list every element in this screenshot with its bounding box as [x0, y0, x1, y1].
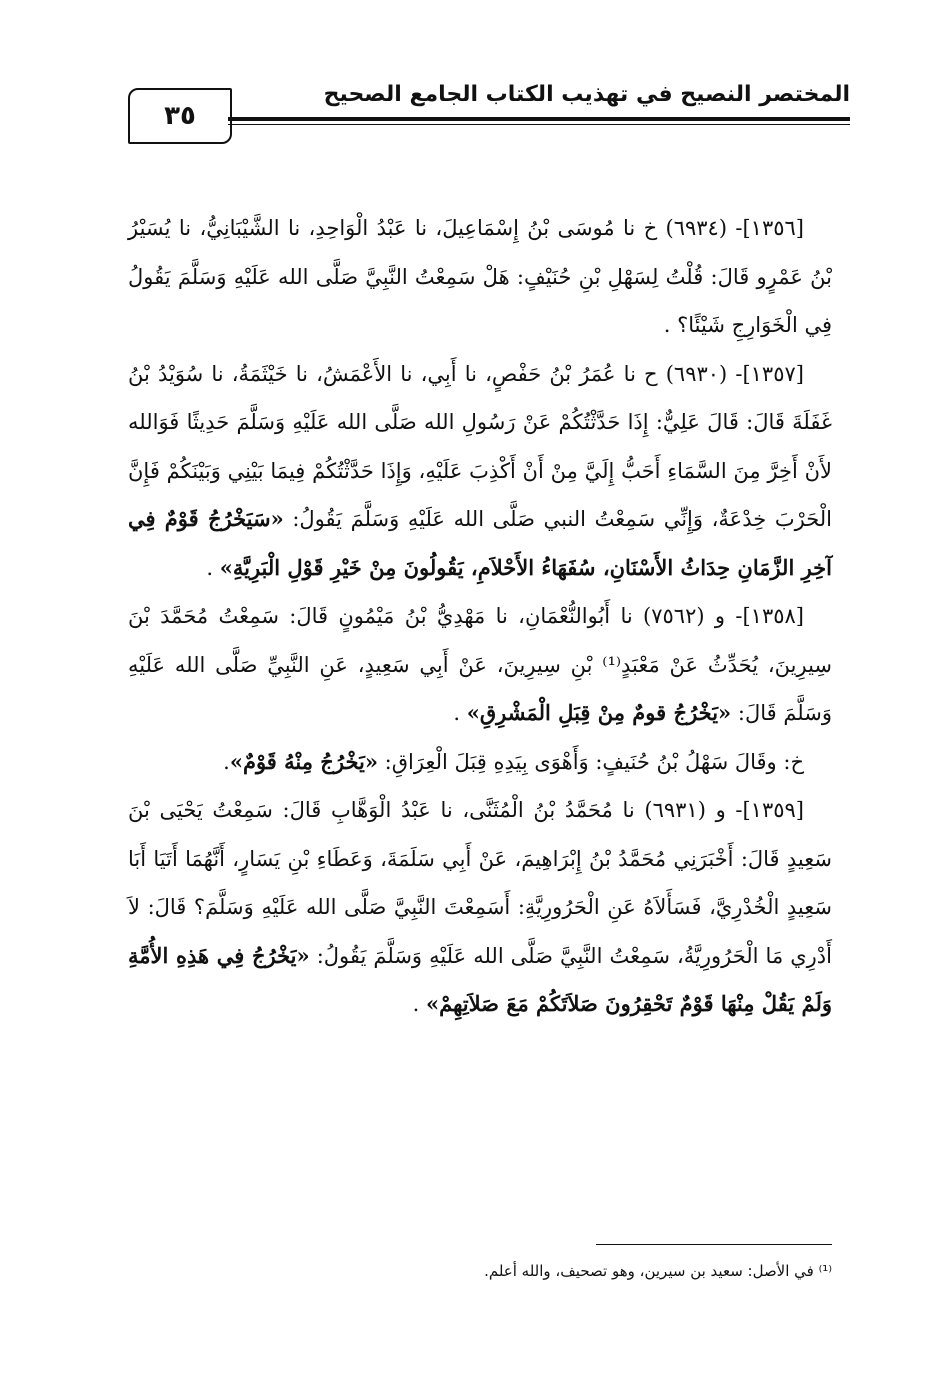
page-number: ٣٥ [164, 101, 196, 131]
header-rule-thick [228, 117, 850, 121]
paragraph-tail: . [412, 992, 427, 1016]
paragraph-text: [١٣٥٦]- (٦٩٣٤) خ نا مُوسَى بْنُ إِسْمَاعِيلَ، نا عَبْدُ الْوَاحِدِ، نا الشَّيْبَانِيُّ، نا يُسَيْرُ بْنُ عَمْرٍو قَالَ: قُلْتُ لِسَهْلِ بْنِ حُنَيْفٍ: هَلْ سَمِعْتُ النَّبِيَّ صَلَّى الله عَلَيْهِ وَسَلَّمَ يَقُولُ فِي الْخَوَارِجِ شَيْئًا؟ . [128, 216, 832, 337]
hadith-quote: «يَخْرُجُ قومٌ مِنْ قِبَلِ الْمَشْرِقِ» [466, 700, 732, 725]
hadith-paragraph-1358-note [128, 738, 832, 787]
page-number-box [128, 88, 232, 144]
paragraph-text: [١٣٥٧]- (٦٩٣٠) ح نا عُمَرُ بْنُ حَفْصٍ، نا أَبِي، نا الأَعْمَشُ، نا خَيْثَمَةُ، نا سُوَيْدُ بْنُ غَفَلَةَ قَالَ: قَالَ عَلِيٌّ: إِذَا حَدَّثْتُكُمْ عَنْ رَسُولِ الله صَلَّى الله عَلَيْهِ وَسَلَّمَ حَدِيثًا فَوَالله لأَنْ أَخِرَّ مِنَ السَّمَاءِ أَحَبُّ إِلَيَّ مِنْ أَنْ أَكْذِبَ عَلَيْهِ، وَإِذَا حَدَّثْتُكُمْ فِيمَا بَيْنِي وَبَيْنَكُمْ فَإِنَّ الْحَرْبَ خِدْعَةٌ، وَإِنِّي سَمِعْتُ النبي صَلَّى الله عَلَيْهِ وَسَلَّمَ يَقُولُ: [128, 361, 832, 531]
main-text [128, 204, 832, 1029]
footnote: ⁽¹⁾ في الأصل: سعيد بن سيرين، وهو تصحيف، والله أعلم. [484, 1262, 832, 1280]
hadith-paragraph-1357 [128, 350, 832, 593]
hadith-quote: «يَخْرُجُ مِنْهُ قَوْمٌ» [229, 748, 378, 774]
paragraph-tail: . [453, 701, 467, 725]
running-header-title: المختصر النصيح في تهذيب الكتاب الجامع الصحيح [323, 82, 850, 107]
footnote-separator [596, 1244, 832, 1245]
header-rule-thin [228, 124, 850, 125]
hadith-paragraph-1358 [128, 592, 832, 738]
hadith-paragraph-1359 [128, 786, 832, 1029]
hadith-paragraph-1356 [128, 204, 832, 350]
paragraph-text: خ: وقَالَ سَهْلُ بْنُ حُنَيفٍ: وَأَهْوَى بِيَدِهِ قِبَلَ الْعِرَاقِ: [384, 749, 804, 774]
hadith-quote: «سَيَخْرُجُ قَوْمٌ فِي آخِرِ الزَّمَانِ حِدَاثُ الأَسْنَانِ، سُفَهَاءُ الأَحْلاَمِ، يَقُولُونَ مِنْ خَيْرِ قَوْلِ الْبَرِيَّةِ» [128, 506, 832, 580]
paragraph-text: [١٣٥٩]- و (٦٩٣١) نا مُحَمَّدُ بْنُ الْمُثَنَّى، نا عَبْدُ الْوَهَّابِ قَالَ: سَمِعْتُ يَحْيَى بْنَ سَعِيدٍ قَالَ: أَخْبَرَنِي مُحَمَّدُ بْنُ إِبْرَاهِيمَ، عَنْ أَبِي سَلَمَةَ، وَعَطَاءِ بْنِ يَسَارٍ، أَنَّهُمَا أَتَيَا أَبَا سَعِيدٍ الْخُدْرِيَّ، فَسَأَلاَهُ عَنِ الْحَرُورِيَّةِ: أَسَمِعْتَ النَّبِيَّ صَلَّى الله عَلَيْهِ وَسَلَّمَ؟ قَالَ: لاَ أَدْرِي مَا الْحَرُورِيَّةُ، سَمِعْتُ النَّبِيَّ صَلَّى الله عَلَيْهِ وَسَلَّمَ يَقُولُ: [128, 798, 832, 968]
paragraph-tail: . [206, 555, 220, 580]
paragraph-tail: . [223, 749, 230, 774]
hadith-quote: «يَخْرُجُ فِي هَذِهِ الأُمَّةِ وَلَمْ يَقُلْ مِنْهَا قَوْمٌ تَحْقِرُونَ صَلاَتَكُمْ مَعَ صَلاَتِهِمْ» [128, 942, 832, 1016]
paragraph-text: [١٣٥٨]- و (٧٥٦٢) نا أَبُوالنُّعْمَانِ، نا مَهْدِيُّ بْنُ مَيْمُونٍ قَالَ: سَمِعْتُ مُحَمَّدَ بْنَ سِيرِينَ، يُحَدِّثُ عَنْ مَعْبَدٍ⁽¹⁾ بْنِ سِيرِينَ، عَنْ أَبِي سَعِيدٍ، عَنِ النَّبِيِّ صَلَّى الله عَلَيْهِ وَسَلَّمَ قَالَ: [128, 604, 832, 725]
